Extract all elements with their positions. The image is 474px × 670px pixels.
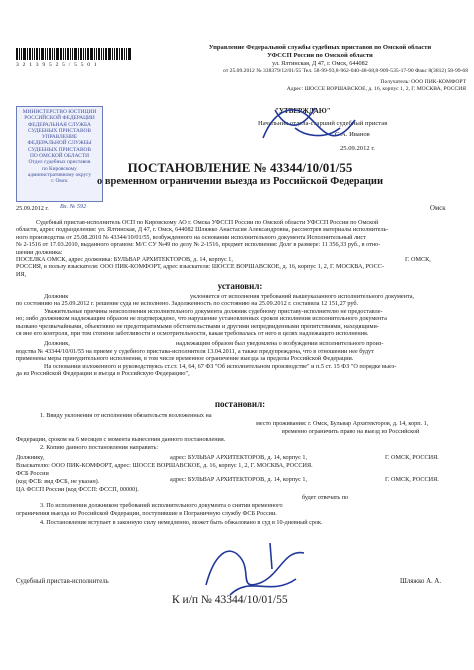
resolved-line: 3. По исполнении должником требований исполнительного документа о снятии временного bbox=[40, 502, 283, 509]
signature-position: Судебный пристав-исполнитель bbox=[16, 578, 109, 585]
barcode-bar bbox=[128, 48, 131, 60]
barcode-bar bbox=[34, 48, 35, 60]
barcode-bar bbox=[27, 48, 28, 60]
barcode-bar bbox=[85, 48, 86, 60]
barcode-bar bbox=[52, 48, 53, 60]
barcode-bar bbox=[39, 48, 40, 60]
barcode-bar bbox=[41, 48, 44, 60]
intro-line: шении должника: bbox=[16, 248, 63, 256]
barcode-bar bbox=[36, 48, 38, 60]
established-line: применены меры принудительного исполнения, в том числе временное ограничение выезда за пределы Российской Федерации. bbox=[16, 355, 354, 363]
recipient-address: Адрес: ШОССЕ ВОРШАВСКОЕ, д. 16, корпус 1, 2, Г. МОСКВА, РОССИЯ bbox=[286, 86, 466, 92]
barcode-bar bbox=[101, 48, 102, 60]
stamp-line: по Кировскому bbox=[42, 165, 77, 172]
intro-line: № 2-1516 от 17.03.2010, выданного органом: М/С СУ №49 по делу № 2-1516, предмет исполнения: Долг в размере: 11 356,33 руб., в отно- bbox=[16, 241, 381, 249]
stamp-line: Отдел судебных приставов bbox=[28, 159, 91, 166]
barcode-bar bbox=[116, 48, 118, 60]
established-line: Уважительные причины неисполнения исполнительного документа должник судебному приставу-исполнителю не предоставле- bbox=[44, 307, 383, 315]
established-line: водства № 43344/10/01/55 на приеме у судебного пристава-исполнителя 13.04.2011, а также предупреждена, что в отношении нее будут bbox=[16, 347, 374, 355]
resolved-line: 4. Постановление вступает в законную силу немедленно, может быть обжаловано в суд в 10-дневный срок. bbox=[40, 519, 323, 526]
barcode-bar bbox=[83, 48, 84, 60]
established-line: На основании изложенного и руководствуясь ст.ст. 14, 64, 67 ФЗ "Об исполнительном производстве" и п.5 ст. 15 ФЗ "О порядке выез- bbox=[44, 362, 397, 370]
barcode-bar bbox=[56, 48, 59, 60]
stamp-line: ФЕДЕРАЛЬНОЙ СЛУЖБЫ bbox=[27, 140, 92, 147]
resolved-line: 2. Копию данного постановления направить: bbox=[40, 444, 159, 451]
stamp-line: УПРАВЛЕНИЕ bbox=[41, 134, 78, 141]
resolved-line: ограничения выезда из Российской Федерации, поступившие в Пограничную службу ФСБ России. bbox=[16, 510, 277, 517]
barcode-bar bbox=[105, 48, 107, 60]
barcode-bar bbox=[78, 48, 79, 60]
official-signature bbox=[200, 535, 320, 605]
barcode-bar bbox=[96, 48, 97, 60]
intro-line: ПОСЕЛКА ОМСК, адрес должника: БУЛЬВАР АРХИТЕКТОРОВ, д. 14, корпус 1, bbox=[16, 256, 233, 264]
barcode-bar bbox=[74, 48, 77, 60]
approval-title: "УТВЕРЖДАЮ" bbox=[275, 107, 331, 115]
intro-line: ного производства от 25.08.2010 № 43344/10/01/55, возбужденного на основании исполнительного документа Исполнительный лист bbox=[16, 233, 366, 241]
resolved-line: адрес: БУЛЬВАР АРХИТЕКТОРОВ, д. 14, корпус 1, bbox=[170, 476, 308, 483]
barcode-bar bbox=[119, 48, 120, 60]
resolved-line: Взыскателю: ООО ПИК-КОМФОРТ, адрес: ШОССЕ ВОРШАВСКОЕ, д. 16, корпус 1, 2, Г. МОСКВА, РОССИЯ. bbox=[16, 462, 313, 469]
stamp-reference: Вх. № 592 bbox=[60, 203, 87, 210]
barcode-bar bbox=[70, 48, 71, 60]
barcode-bar bbox=[103, 48, 104, 60]
date-left: 25.09.2012 г. bbox=[16, 205, 49, 212]
barcode-bar bbox=[124, 48, 125, 60]
resolved-line: Федерации, сроком на 6 месяцев с момента вынесения данного постановления. bbox=[16, 436, 226, 443]
stamp-line: г. Омск bbox=[51, 178, 68, 185]
city: Омск bbox=[430, 205, 446, 212]
barcode-bar bbox=[114, 48, 115, 60]
section-heading-resolved: постановил: bbox=[214, 399, 266, 409]
agency-line-1: Управление Федеральной службы судебных приставов по Омской области bbox=[208, 44, 432, 51]
barcode-bar bbox=[108, 48, 111, 60]
resolved-line: 1. Ввиду уклонения от исполнения обязательств возложенных на bbox=[40, 412, 212, 419]
intro-line: Судебный пристав-исполнитель ОСП по Кировскому АО г. Омска УФССП России по Омской области УФССП России по Омской bbox=[36, 219, 379, 226]
intro-line: РОССИЯ, в пользу взыскателя: ООО ПИК-КОМФОРТ, адрес взыскателя: ШОССЕ ВОРШАВСКОЕ, д. 16, корпус 1, 2, Г. МОСКВА, РОСС- bbox=[16, 263, 384, 271]
approval-date: 25.09.2012 г. bbox=[340, 145, 375, 152]
established-line: надлежащим образом был уведомлена о возбуждении исполнительного произ- bbox=[176, 340, 384, 348]
contact-line: от 25.09.2012 № 338379/12/01/55 Тел. 58-99-93,8-962-040-48-68,8-909-535-17-90 Факс 8(3812) 58-99-68 bbox=[223, 68, 468, 74]
barcode-bar bbox=[126, 48, 127, 60]
barcode-bar bbox=[45, 48, 46, 60]
barcode-bar bbox=[63, 48, 64, 60]
approval-position: Начальник отдела-старший судебный пристав bbox=[258, 120, 388, 127]
intro-paragraph bbox=[16, 219, 468, 278]
stamp-line: ФЕДЕРАЛЬНАЯ СЛУЖБА bbox=[28, 121, 91, 128]
resolved-line: место проживания: г. Омск, Бульвар Архитекторов, д. 14, корп. 1, bbox=[256, 420, 429, 427]
resolved-line: Г. ОМСК, РОССИЯ. bbox=[385, 454, 439, 461]
barcode-bar bbox=[21, 48, 22, 60]
barcode-bar bbox=[90, 48, 93, 60]
resolved-right-note-2: будет отвечать по bbox=[302, 494, 349, 501]
resolved-line: временно ограничить право на выезд из Российской bbox=[282, 428, 420, 435]
stamp-line: МИНИСТЕРСТВО ЮСТИЦИИ bbox=[22, 109, 97, 115]
established-line: по состоянию на 25.09.2012 г. решение суда не исполнено. Задолженность по состоянию на 25.09.2012 г. составила 12 151,27 руб. bbox=[16, 300, 359, 308]
barcode-bar bbox=[94, 48, 95, 60]
established-line: да из Российской Федерации и въезда в Российскую Федерацию", bbox=[16, 370, 190, 378]
barcode bbox=[16, 48, 136, 60]
barcode-bar bbox=[87, 48, 89, 60]
stamp-line: СУДЕБНЫХ ПРИСТАВОВ bbox=[27, 146, 92, 153]
barcode-bar bbox=[72, 48, 73, 60]
case-number: К и/п № 43344/10/01/55 bbox=[172, 594, 288, 606]
barcode-bar bbox=[54, 48, 55, 60]
barcode-bar bbox=[16, 48, 18, 60]
established-line: но; либо должником надлежащим образом не подтверждено, что нарушение установленных сроков исполнения исполнительного документа bbox=[16, 315, 387, 323]
document-subtitle: о временном ограничении выезда из Российской Федерации bbox=[96, 176, 384, 187]
established-paragraph bbox=[16, 293, 468, 377]
stamp-line: СУДЕБНЫХ ПРИСТАВОВ bbox=[27, 127, 92, 134]
stamp-line: ПО ОМСКОЙ ОБЛАСТИ bbox=[30, 153, 89, 160]
approval-signature bbox=[255, 98, 365, 156]
established-line: вызвано чрезвычайными, объективно не предотвратимыми обстоятельствами и другими непредвиденными препятствиями, находящими- bbox=[16, 322, 379, 330]
intro-line: ИЯ, bbox=[16, 270, 27, 278]
document-number-top: 3 2 1 3 9 5 2 5 / 5 5 0 1 bbox=[16, 62, 98, 68]
established-line: уклоняется от исполнения требований вышеуказанного исполнительного документа, bbox=[190, 293, 415, 300]
document-title: ПОСТАНОВЛЕНИЕ № 43344/10/01/55 bbox=[127, 160, 353, 175]
barcode-bar bbox=[32, 48, 33, 60]
barcode-bar bbox=[112, 48, 113, 60]
barcode-bar bbox=[47, 48, 48, 60]
barcode-bar bbox=[80, 48, 82, 60]
intro-line: области, адрес подразделения: ул. Ялтинская, Д 47, г. Омск, 644082 Шляжко Анастасия Александровна, рассмотрев материалы исполнитель- bbox=[16, 226, 389, 234]
recipient-label: Получатель: ООО ПИК-КОМФОРТ bbox=[380, 79, 466, 85]
resolved-line: адрес: БУЛЬВАР АРХИТЕКТОРОВ, д. 14, корпус 1, bbox=[170, 454, 308, 461]
barcode-bar bbox=[67, 48, 69, 60]
stamp-line: административному округу bbox=[27, 171, 92, 178]
intro-right-note: Г. ОМСК, bbox=[405, 256, 431, 263]
barcode-bar bbox=[121, 48, 123, 60]
approval-name: С.А. Иванов bbox=[335, 131, 370, 138]
barcode-bar bbox=[98, 48, 100, 60]
resolved-line: ЦА ФССП России (код ФССП: ФССП, 00000). bbox=[16, 486, 139, 493]
resolved-line: Должнику, bbox=[16, 454, 45, 461]
barcode-bar bbox=[60, 48, 62, 60]
established-line: Должник bbox=[44, 293, 69, 300]
resolved-right-note: Г. ОМСК, РОССИЯ. bbox=[385, 476, 439, 483]
agency-line-3: ул. Ялтинская, Д 47, г. Омск, 644082 bbox=[272, 60, 368, 67]
barcode-bar bbox=[65, 48, 66, 60]
resolved-line: ФСБ России bbox=[16, 470, 49, 477]
barcode-bar bbox=[49, 48, 51, 60]
resolved-line: (код ФСБ: вид ФСБ, не указан). bbox=[16, 478, 100, 485]
stamp-line: РОССИЙСКОЙ ФЕДЕРАЦИИ bbox=[24, 115, 95, 122]
agency-line-2: УФССП России по Омской области bbox=[267, 52, 373, 59]
established-line: Должник, bbox=[44, 340, 70, 348]
signature-name: Шляжко А. А. bbox=[400, 578, 442, 585]
barcode-bar bbox=[23, 48, 26, 60]
barcode-bar bbox=[29, 48, 31, 60]
section-heading-established: установил: bbox=[217, 281, 263, 291]
established-line: ся вне его контроля, при том степени заботливости и осмотрительности, какая требовалась от него в целях надлежащего исполнения. bbox=[16, 330, 369, 338]
barcode-bar bbox=[19, 48, 20, 60]
